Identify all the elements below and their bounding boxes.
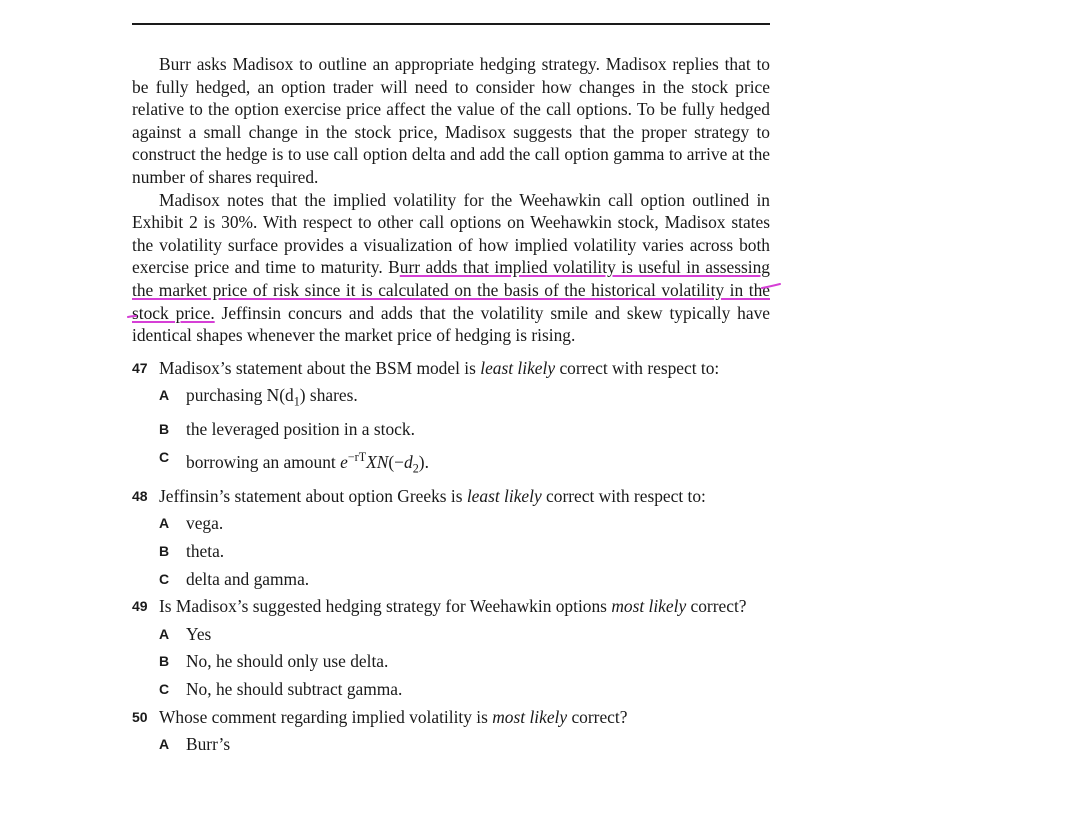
option-47-a[interactable]	[132, 384, 770, 413]
question-47	[132, 357, 770, 380]
option-49-c[interactable]	[132, 678, 770, 701]
question-48	[132, 485, 770, 508]
paragraph-text: Burr asks Madisox to outline an appropriate hedging strategy. Madisox replies that to be fully hedged, an option trader will need to consider how changes in the stock price relative to the option exercise price affect the value of the call options. To be fully hedged against a small change in the stock price, Madisox suggests that the proper strategy to construct the hedge is to use call option delta and add the call option gamma to arrive at the number of shares required.	[132, 54, 770, 187]
top-rule	[132, 23, 770, 25]
option-letter: A	[159, 515, 170, 532]
stem-text: correct with respect to:	[541, 485, 706, 506]
highlighted-text: urr adds that implied volatility is useful in assessing the market price of risk since it is calculated on the basis of the historical volatility in the stock price.	[132, 257, 770, 323]
option-text: No, he should subtract gamma.	[186, 678, 403, 699]
option-49-a[interactable]	[132, 623, 770, 646]
question-number: 47	[132, 359, 148, 376]
question-stem	[159, 706, 770, 729]
option-text: theta.	[186, 541, 225, 562]
stem-text: correct?	[567, 706, 628, 727]
option-text: the leveraged position in a stock.	[186, 419, 415, 440]
stem-emphasis: least likely	[466, 485, 542, 506]
option-letter: C	[159, 570, 170, 587]
stem-text: Madisox’s statement about the BSM model is	[159, 357, 481, 378]
option-letter: C	[159, 448, 170, 465]
question-stem	[159, 595, 759, 618]
option-letter: B	[159, 421, 170, 438]
question-49	[132, 595, 759, 618]
option-48-c[interactable]	[132, 568, 770, 591]
option-50-a[interactable]	[132, 733, 770, 756]
option-48-a[interactable]	[132, 512, 770, 535]
paragraph-text: Jeffinsin concurs and adds that the volatility smile and skew typically have identical shapes whenever the market price of hedging is rising.	[132, 302, 770, 346]
question-stem	[159, 357, 770, 380]
option-letter: A	[159, 625, 170, 642]
question-50	[132, 706, 770, 729]
question-stem	[159, 485, 770, 508]
stem-emphasis: least likely	[480, 357, 556, 378]
question-number: 48	[132, 487, 148, 504]
stem-text: Is Madisox’s suggested hedging strategy for Weehawkin options	[159, 596, 612, 617]
paragraph-text: Madisox notes that the implied volatility for the Weehawkin call option outlined in Exhibit 2 is 30%. With respect to other call options on Weehawkin stock, Madisox states the volatility surface provides a visualization of how implied volatility varies across both exercise price and time to maturity. B	[132, 189, 770, 278]
option-text: purchasing $N(d_1)$ shares.	[186, 385, 358, 409]
question-number: 49	[132, 598, 148, 615]
option-text: Burr’s	[186, 734, 231, 755]
option-text: borrowing an amount $e^{-rT}XN(-d_2)$.	[186, 449, 429, 476]
option-text: delta and gamma.	[186, 568, 310, 589]
option-text: No, he should only use delta.	[186, 651, 389, 672]
option-47-b[interactable]	[132, 418, 770, 441]
stem-text: Jeffinsin’s statement about option Greeks is	[159, 485, 467, 506]
option-letter: B	[159, 543, 170, 560]
option-49-b[interactable]	[132, 650, 770, 673]
paragraph-hedging-strategy	[132, 53, 770, 189]
option-letter: A	[159, 736, 170, 753]
paragraph-implied-volatility	[132, 189, 770, 347]
stem-text: correct?	[686, 596, 747, 617]
option-47-c[interactable]	[132, 446, 770, 480]
option-letter: B	[159, 653, 170, 670]
page-content	[132, 53, 770, 756]
stem-text: Whose comment regarding implied volatility is	[159, 706, 493, 727]
question-number: 50	[132, 708, 148, 725]
stem-emphasis: most likely	[611, 596, 687, 617]
option-text: Yes	[186, 623, 212, 644]
option-letter: A	[159, 387, 170, 404]
option-48-b[interactable]	[132, 540, 770, 563]
option-text: vega.	[186, 513, 224, 534]
stem-text: correct with respect to:	[555, 357, 720, 378]
option-letter: C	[159, 680, 170, 697]
stem-emphasis: most likely	[492, 706, 568, 727]
